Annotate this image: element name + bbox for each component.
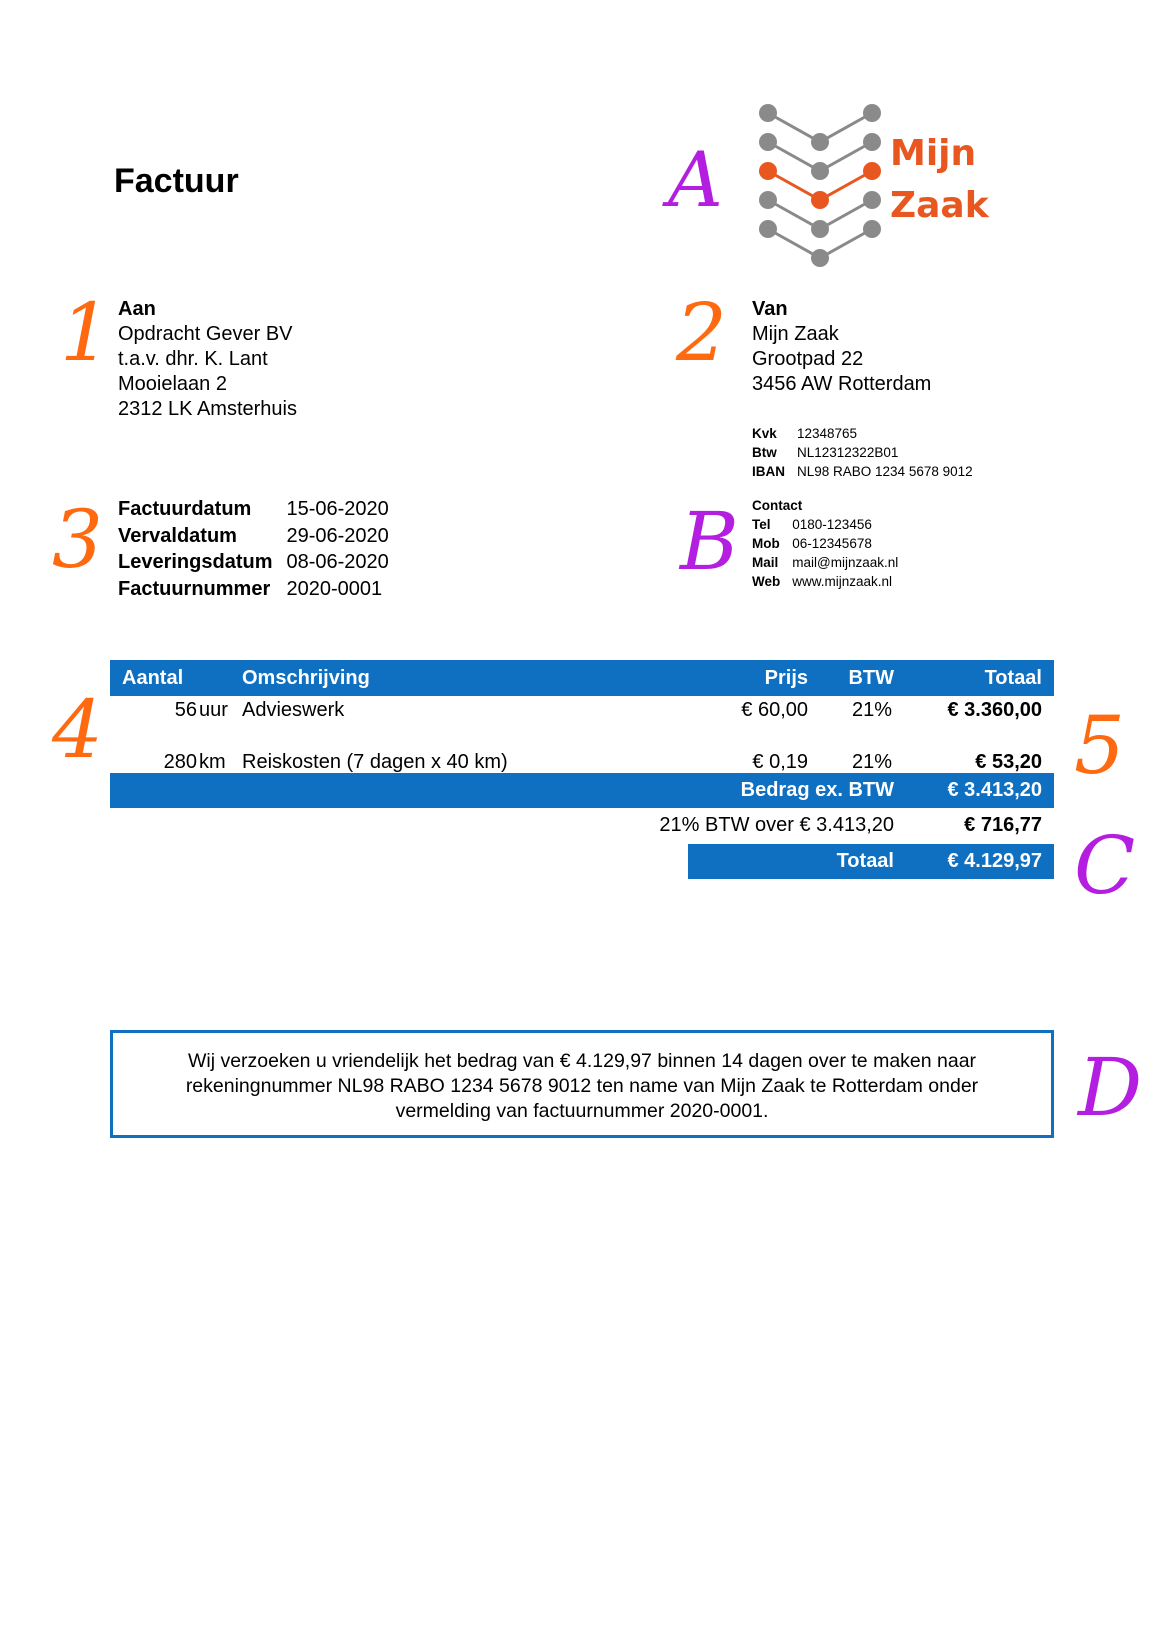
row-qty: 280 xyxy=(163,751,197,773)
row-vat: 21% xyxy=(851,751,892,773)
row-qty: 56 xyxy=(174,699,197,721)
vat-label: 21% BTW over € 3.413,20 xyxy=(659,814,894,836)
contact-label: Mob xyxy=(752,536,780,551)
contact-label: Web xyxy=(752,574,781,589)
contact-value: 0180-123456 xyxy=(792,517,872,532)
contact-row xyxy=(752,515,898,534)
recipient-heading: Aan xyxy=(118,298,156,320)
header-total: Totaal xyxy=(984,667,1042,689)
marker-4: 4 xyxy=(52,683,103,776)
date-label: Factuurnummer xyxy=(118,577,271,600)
recipient-line: t.a.v. dhr. K. Lant xyxy=(118,348,268,370)
row-price: € 60,00 xyxy=(741,699,808,721)
sender-heading: Van xyxy=(752,298,788,320)
invoice-dates xyxy=(118,496,389,602)
marker-3: 3 xyxy=(52,493,103,586)
header-qty: Aantal xyxy=(122,667,184,689)
grand-total-value: € 4.129,97 xyxy=(947,850,1042,872)
subtotal-bar xyxy=(110,773,1054,808)
marker-5: 5 xyxy=(1074,699,1125,792)
registration-value: 12348765 xyxy=(797,426,858,441)
payment-note-line: rekeningnummer NL98 RABO 1234 5678 9012 ten name van Mijn Zaak te Rotterdam onder xyxy=(185,1075,979,1097)
marker-d: D xyxy=(1078,1041,1143,1134)
date-value: 29-06-2020 xyxy=(286,524,389,547)
contact-row xyxy=(752,553,898,572)
marker-2: 2 xyxy=(676,286,727,379)
row-price: € 0,19 xyxy=(752,751,808,773)
registration-row xyxy=(752,462,973,481)
date-row xyxy=(118,549,389,576)
registration-details xyxy=(752,424,973,481)
contact-label: Tel xyxy=(752,517,771,532)
contact-value: www.mijnzaak.nl xyxy=(792,574,893,589)
invoice-title: Factuur xyxy=(114,162,239,200)
sender-line: Grootpad 22 xyxy=(752,348,864,370)
payment-note-line: Wij verzoeken u vriendelijk het bedrag van € 4.129,97 binnen 14 dagen over te maken naar xyxy=(187,1050,977,1072)
payment-note-line: vermelding van factuurnummer 2020-0001. xyxy=(395,1100,769,1122)
grand-total-label: Totaal xyxy=(836,850,894,872)
date-label: Leveringsdatum xyxy=(118,551,273,573)
payment-note xyxy=(110,1030,1054,1138)
marker-a: A xyxy=(668,135,723,224)
row-desc: Reiskosten (7 dagen x 40 km) xyxy=(242,751,508,773)
date-row xyxy=(118,576,389,603)
date-row xyxy=(118,523,389,550)
header-price: Prijs xyxy=(764,667,808,689)
contact-row xyxy=(752,534,898,553)
date-value: 15-06-2020 xyxy=(286,498,389,520)
row-total: € 53,20 xyxy=(975,751,1042,773)
contact-row xyxy=(752,572,898,591)
contact-value: 06-12345678 xyxy=(792,536,872,551)
marker-c: C xyxy=(1074,819,1136,912)
row-total: € 3.360,00 xyxy=(947,699,1042,721)
subtotal-value: € 3.413,20 xyxy=(947,779,1042,801)
date-label: Vervaldatum xyxy=(118,524,237,547)
header-desc: Omschrijving xyxy=(242,667,370,689)
sender-line: Mijn Zaak xyxy=(752,323,839,345)
header-vat: BTW xyxy=(848,667,894,689)
recipient-line: 2312 LK Amsterhuis xyxy=(118,398,297,420)
registration-row xyxy=(752,443,973,462)
registration-row xyxy=(752,424,973,443)
date-value: 2020-0001 xyxy=(286,577,383,600)
table-row xyxy=(110,697,1054,727)
date-value: 08-06-2020 xyxy=(286,551,389,573)
row-vat: 21% xyxy=(851,699,892,721)
date-label: Factuurdatum xyxy=(118,498,252,520)
row-unit: km xyxy=(199,751,226,773)
recipient-address xyxy=(118,297,297,422)
company-logo xyxy=(748,95,998,275)
marker-1: 1 xyxy=(60,286,111,379)
sender-address xyxy=(752,297,931,397)
contact-details xyxy=(752,496,898,591)
registration-label: Btw xyxy=(752,445,777,460)
recipient-line: Opdracht Gever BV xyxy=(118,323,293,345)
grand-total-bar xyxy=(688,844,1054,879)
date-row xyxy=(118,496,389,523)
vat-row xyxy=(110,810,1054,842)
contact-value: mail@mijnzaak.nl xyxy=(792,555,899,570)
subtotal-label: Bedrag ex. BTW xyxy=(740,779,894,801)
contact-heading: Contact xyxy=(752,498,803,513)
contact-label: Mail xyxy=(752,555,779,570)
logo-text-mijn: Mijn xyxy=(890,133,977,174)
table-header xyxy=(110,660,1054,696)
marker-b: B xyxy=(680,495,739,588)
row-desc: Advieswerk xyxy=(242,699,345,721)
registration-value: NL98 RABO 1234 5678 9012 xyxy=(797,464,973,479)
logo-text-zaak: Zaak xyxy=(890,185,989,226)
row-unit: uur xyxy=(199,699,228,721)
registration-label: Kvk xyxy=(752,426,777,441)
recipient-line: Mooielaan 2 xyxy=(118,373,227,395)
vat-value: € 716,77 xyxy=(964,814,1042,836)
registration-value: NL12312322B01 xyxy=(797,445,899,460)
sender-line: 3456 AW Rotterdam xyxy=(752,373,932,395)
registration-label: IBAN xyxy=(752,464,785,479)
